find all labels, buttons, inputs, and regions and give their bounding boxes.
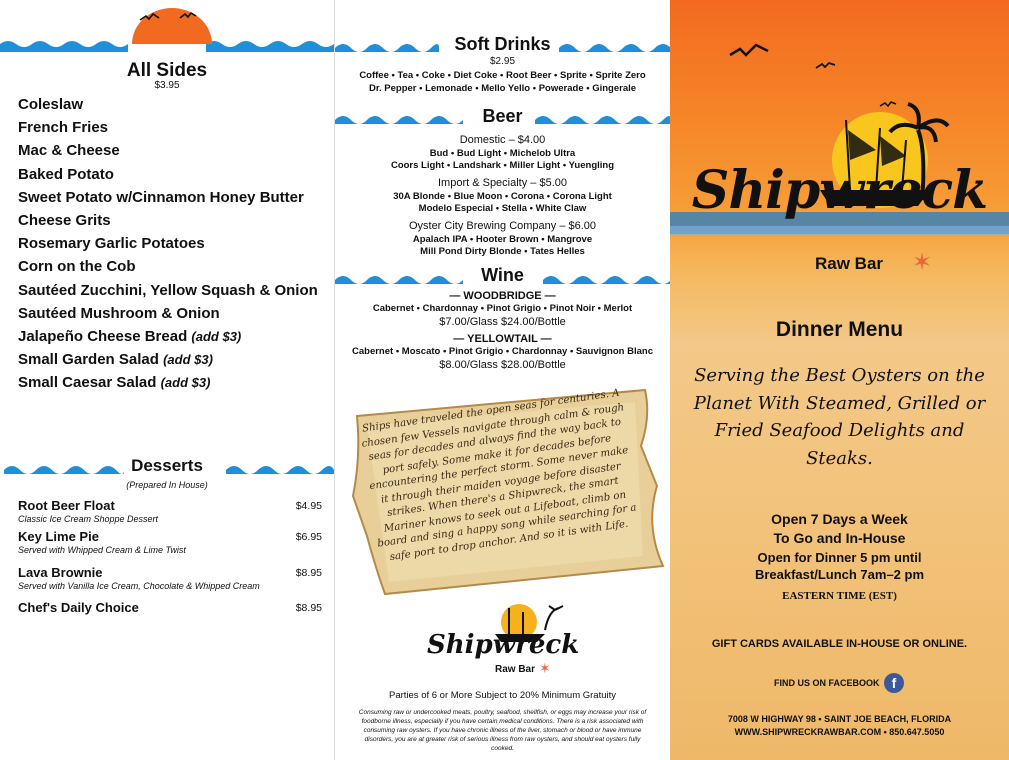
hours [670,549,1009,583]
side-item [18,372,318,395]
dessert-price: $6.95 [295,531,322,543]
beer-line: Apalach IPA • Hooter Brown • Mangrove [412,234,593,245]
side-item-name: Small Caesar Salad [18,374,157,392]
go-inhouse-text: To Go and In-House [773,530,906,546]
sides-list [18,94,318,395]
desserts-title: Desserts [131,456,203,475]
side-item-name: Sweet Potato w/Cinnamon Honey Butter [18,188,304,206]
sides-price: $3.95 [154,80,180,91]
side-item-name: Baked Potato [18,165,114,183]
side-item-name: Coleslaw [18,96,84,113]
side-item-addon: (add $3) [191,328,242,344]
side-item-name: French Fries [18,119,109,137]
dessert-item [18,600,322,615]
side-item [18,256,318,279]
side-item [18,210,318,233]
dessert-name: Chef's Daily Choice [18,600,139,615]
open-days-text: Open 7 Days a Week [771,511,908,527]
consumer-advisory: Consuming raw or undercooked meats, poultry, seafood, shellfish, or eggs may increase your risk of foodborne illness, especially if you have certain medical conditions. There is a risk associated with consuming raw oysters. If you have chronic illness of the liver, stomach or blood or have immune disorders, you are at greater risk of serious illness from raw oysters, and should eat oysters fully cooked. [358,709,647,752]
tagline: Serving the Best Oysters on the Planet With Steamed, Grilled or Fried Seafood Delights and Steaks. [693,365,986,469]
side-item [18,117,318,140]
dessert-item [18,529,322,555]
dessert-price: $8.95 [295,567,322,579]
side-item-addon: (add $3) [160,375,211,391]
dinner-hours: Open for Dinner 5 pm until [757,550,922,565]
facebook-label: FIND US ON FACEBOOK [774,678,880,688]
beer-line: Coors Light • Landshark • Miller Light • Yuengling [390,160,615,171]
wine-line: Cabernet • Chardonnay • Pinot Grigio • Pinot Noir • Merlot [372,303,633,314]
logo-name: Shipwreck [427,630,580,660]
gratuity-note: Parties of 6 or More Subject to 20% Minimum Gratuity [388,690,617,701]
wine-woodbridge-label: — WOODBRIDGE — [449,290,556,302]
side-item-name: Jalapeño Cheese Bread [18,327,188,345]
side-item [18,233,318,256]
side-item [18,94,318,117]
soft-drinks-line: Dr. Pepper • Lemonade • Mello Yello • Powerade • Gingerale [368,83,637,94]
beer-import-label: Import & Specialty – $5.00 [437,177,567,189]
beer-line: Modelo Especial • Stella • White Claw [418,203,587,214]
beer-oyster-label: Oyster City Brewing Company – $6.00 [408,220,597,232]
side-item-name: Mac & Cheese [18,142,120,160]
starfish-icon: ✶ [912,249,933,276]
sides-desserts-panel [0,0,334,760]
side-item [18,349,318,372]
wine-yellowtail-label: — YELLOWTAIL — [453,333,552,345]
dessert-name: Key Lime Pie [18,529,99,544]
side-item [18,303,318,326]
dessert-price: $8.95 [295,602,322,614]
cover-panel [670,0,1009,760]
logo-sub: Raw Bar [815,254,884,273]
sun-icon [0,0,334,52]
dessert-description: Classic Ice Cream Shoppe Dessert [18,514,159,524]
side-item-name: Rosemary Garlic Potatoes [18,235,205,253]
facebook-icon[interactable]: f [884,673,904,693]
side-item-name: Sautéed Zucchini, Yellow Squash & Onion [18,281,318,299]
open-days [670,510,1009,548]
dessert-price: $4.95 [295,500,322,512]
soft-drinks-line: Coffee • Tea • Coke • Diet Coke • Root Beer • Sprite • Sprite Zero [359,70,646,81]
side-item [18,164,318,187]
seagull-icon [730,45,768,55]
beer-title: Beer [482,106,523,126]
side-item-name: Sautéed Mushroom & Onion [18,304,220,322]
starfish-icon: ✶ [539,660,551,676]
menu-title: Dinner Menu [775,318,904,341]
side-item [18,280,318,303]
beer-domestic-label: Domestic – $4.00 [459,134,546,146]
side-item-name: Corn on the Cob [18,258,136,276]
dessert-description: Served with Vanilla Ice Cream, Chocolate & Whipped Cream [18,581,260,591]
soft-drinks-title: Soft Drinks [454,34,551,54]
dessert-name: Root Beer Float [18,498,115,513]
timezone: EASTERN TIME (EST) [782,590,897,602]
wine-line: Cabernet • Moscato • Pinot Grigio • Chardonnay • Sauvignon Blanc [352,346,653,357]
side-item [18,187,318,210]
logo-sub: Raw Bar [495,664,536,675]
breakfast-hours: Breakfast/Lunch 7am–2 pm [754,567,925,582]
sides-title: All Sides [126,60,208,81]
scroll-text: Ships have traveled the open seas for centuries. A chosen few Vessels navigate through calm & rough seas for decades and always find the way back to port safely. Some make it for decades before encountering the perfect storm. Some never make it through their maiden voyage before disaster strikes. When there's a Shipwreck, the smart Mariner knows to seek out a Lifeboat, climb on board and sing a happy song while searching for a safe port to drop anchor. And so it is with Life. [360,387,638,563]
wine-price: $7.00/Glass $24.00/Bottle [439,316,566,328]
desserts-subtitle: (Prepared In House) [126,480,208,490]
dessert-item [18,565,322,591]
side-item-name: Small Garden Salad [18,351,159,369]
side-item [18,326,318,349]
dessert-item [18,498,322,524]
dessert-name: Lava Brownie [18,565,103,580]
wine-price: $8.00/Glass $28.00/Bottle [439,359,566,371]
address: 7008 W HIGHWAY 98 • SAINT JOE BEACH, FLORIDA [727,714,952,724]
beer-line: Mill Pond Dirty Blonde • Tates Helles [420,246,585,257]
shipwreck-logo: Shipwreck [691,160,988,221]
side-item [18,140,318,163]
side-item-name: Cheese Grits [18,211,111,229]
dessert-description: Served with Whipped Cream & Lime Twist [18,545,186,555]
wine-title: Wine [481,265,524,285]
side-item-addon: (add $3) [163,352,213,368]
gift-cards-note: GIFT CARDS AVAILABLE IN-HOUSE OR ONLINE. [711,638,968,650]
drinks-panel [334,0,670,760]
shipwreck-logo [425,600,585,690]
beer-line: 30A Blonde • Blue Moon • Corona • Corona Light [393,191,612,202]
soft-drinks-price: $2.95 [489,56,516,67]
website-phone: WWW.SHIPWRECKRAWBAR.COM • 850.647.5050 [734,727,945,737]
beer-line: Bud • Bud Light • Michelob Ultra [429,148,576,159]
